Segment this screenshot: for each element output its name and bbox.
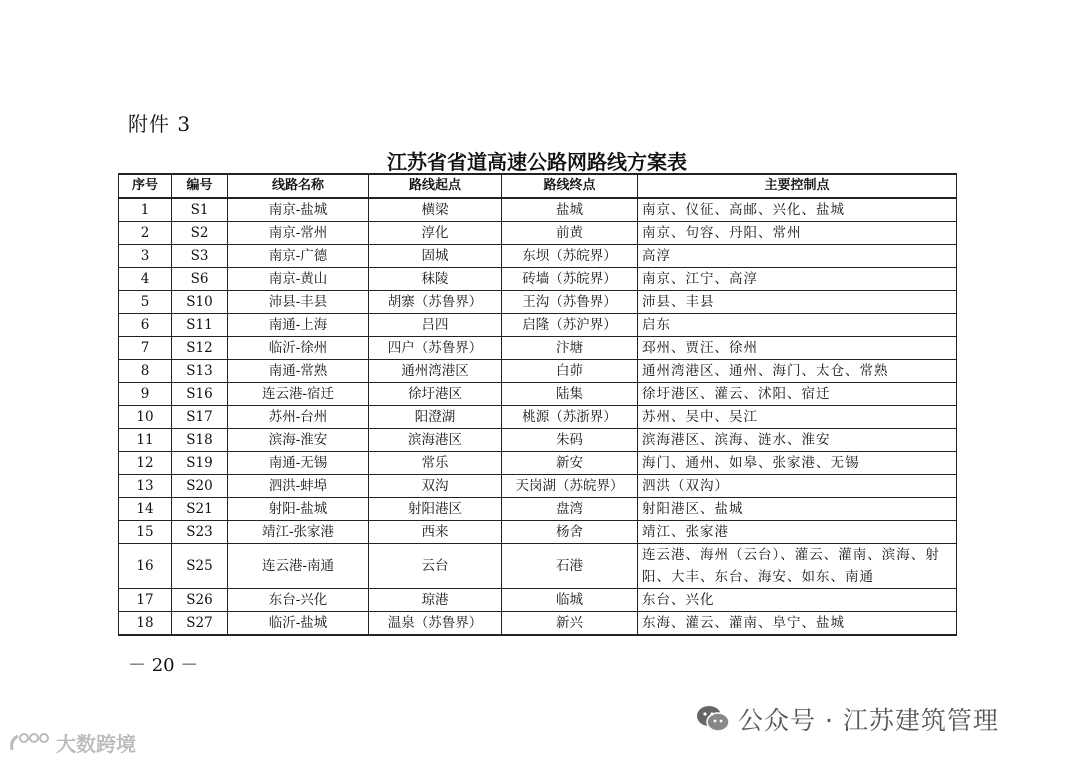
route-start-cell: 四户（苏鲁界）: [369, 337, 502, 360]
route-name-cell: 南通-常熟: [228, 360, 369, 383]
route-table: [118, 173, 957, 636]
route-name-cell: 临沂-盐城: [228, 612, 369, 636]
row-index-cell: 1: [119, 198, 172, 222]
table-row: [119, 498, 957, 521]
column-header: 主要控制点: [638, 174, 957, 198]
table-row: [119, 406, 957, 429]
route-name-cell: 射阳-盐城: [228, 498, 369, 521]
route-end-cell: 盐城: [502, 198, 638, 222]
route-start-cell: 琼港: [369, 589, 502, 612]
route-name-cell: 南通-上海: [228, 314, 369, 337]
row-index-cell: 8: [119, 360, 172, 383]
route-end-cell: 前黄: [502, 222, 638, 245]
route-end-cell: 启隆（苏沪界）: [502, 314, 638, 337]
column-header: 线路名称: [228, 174, 369, 198]
table-row: [119, 268, 957, 291]
control-points-cell: 靖江、张家港: [638, 521, 957, 544]
row-index-cell: 3: [119, 245, 172, 268]
row-index-cell: 7: [119, 337, 172, 360]
route-start-cell: 徐圩港区: [369, 383, 502, 406]
wechat-watermark: [696, 702, 999, 736]
route-name-cell: 滨海-淮安: [228, 429, 369, 452]
row-index-cell: 10: [119, 406, 172, 429]
route-start-cell: 常乐: [369, 452, 502, 475]
route-end-cell: 临城: [502, 589, 638, 612]
route-name-cell: 南京-常州: [228, 222, 369, 245]
route-name-cell: 东台-兴化: [228, 589, 369, 612]
route-end-cell: 汴塘: [502, 337, 638, 360]
table-row: [119, 475, 957, 498]
table-row: [119, 521, 957, 544]
row-index-cell: 18: [119, 612, 172, 636]
table-header-row: [119, 174, 957, 198]
route-end-cell: 桃源（苏浙界）: [502, 406, 638, 429]
row-index-cell: 11: [119, 429, 172, 452]
route-name-cell: 南京-广德: [228, 245, 369, 268]
route-start-cell: 温泉（苏鲁界）: [369, 612, 502, 636]
row-index-cell: 4: [119, 268, 172, 291]
route-end-cell: 东坝（苏皖界）: [502, 245, 638, 268]
brand-logo-icon: [8, 730, 52, 754]
route-start-cell: 阳澄湖: [369, 406, 502, 429]
table-row: [119, 291, 957, 314]
route-code-cell: S13: [172, 360, 228, 383]
route-start-cell: 双沟: [369, 475, 502, 498]
route-end-cell: 石港: [502, 544, 638, 589]
control-points-cell: 南京、江宁、高淳: [638, 268, 957, 291]
wechat-icon: [696, 704, 730, 734]
column-header: 路线起点: [369, 174, 502, 198]
row-index-cell: 12: [119, 452, 172, 475]
route-code-cell: S10: [172, 291, 228, 314]
route-end-cell: 朱码: [502, 429, 638, 452]
table-row: [119, 544, 957, 589]
table-row: [119, 429, 957, 452]
row-index-cell: 6: [119, 314, 172, 337]
route-name-cell: 南通-无锡: [228, 452, 369, 475]
route-name-cell: 泗洪-蚌埠: [228, 475, 369, 498]
route-end-cell: 白茆: [502, 360, 638, 383]
row-index-cell: 14: [119, 498, 172, 521]
row-index-cell: 9: [119, 383, 172, 406]
table-row: [119, 337, 957, 360]
table-row: [119, 222, 957, 245]
route-code-cell: S12: [172, 337, 228, 360]
table-row: [119, 245, 957, 268]
control-points-cell: 泗洪（双沟）: [638, 475, 957, 498]
route-start-cell: 滨海港区: [369, 429, 502, 452]
column-header: 编号: [172, 174, 228, 198]
control-points-cell: 滨海港区、滨海、涟水、淮安: [638, 429, 957, 452]
control-points-cell: 连云港、海州（云台）、灌云、灌南、滨海、射阳、大丰、东台、海安、如东、南通: [638, 544, 957, 589]
control-points-cell: 苏州、吴中、吴江: [638, 406, 957, 429]
route-end-cell: 新安: [502, 452, 638, 475]
table-row: [119, 383, 957, 406]
route-start-cell: 通州湾港区: [369, 360, 502, 383]
table-row: [119, 589, 957, 612]
table-row: [119, 198, 957, 222]
route-code-cell: S18: [172, 429, 228, 452]
brand-watermark: [8, 728, 136, 756]
control-points-cell: 沛县、丰县: [638, 291, 957, 314]
table-body: [119, 198, 957, 635]
page-title: 江苏省省道高速公路网路线方案表: [387, 150, 687, 174]
route-end-cell: 新兴: [502, 612, 638, 636]
route-code-cell: S27: [172, 612, 228, 636]
row-index-cell: 2: [119, 222, 172, 245]
control-points-cell: 射阳港区、盐城: [638, 498, 957, 521]
route-name-cell: 沛县-丰县: [228, 291, 369, 314]
route-end-cell: 盘湾: [502, 498, 638, 521]
route-code-cell: S17: [172, 406, 228, 429]
control-points-cell: 高淳: [638, 245, 957, 268]
route-end-cell: 砖墙（苏皖界）: [502, 268, 638, 291]
brand-watermark-text: 大数跨境: [56, 731, 136, 756]
route-end-cell: 杨舍: [502, 521, 638, 544]
control-points-cell: 东海、灌云、灌南、阜宁、盐城: [638, 612, 957, 636]
route-start-cell: 固城: [369, 245, 502, 268]
column-header: 路线终点: [502, 174, 638, 198]
control-points-cell: 徐圩港区、灌云、沭阳、宿迁: [638, 383, 957, 406]
route-start-cell: 射阳港区: [369, 498, 502, 521]
route-code-cell: S19: [172, 452, 228, 475]
row-index-cell: 17: [119, 589, 172, 612]
row-index-cell: 5: [119, 291, 172, 314]
table-row: [119, 452, 957, 475]
route-end-cell: 天岗湖（苏皖界）: [502, 475, 638, 498]
route-start-cell: 淳化: [369, 222, 502, 245]
route-start-cell: 秣陵: [369, 268, 502, 291]
route-code-cell: S1: [172, 198, 228, 222]
control-points-cell: 南京、句容、丹阳、常州: [638, 222, 957, 245]
row-index-cell: 15: [119, 521, 172, 544]
route-code-cell: S21: [172, 498, 228, 521]
table-row: [119, 360, 957, 383]
control-points-cell: 启东: [638, 314, 957, 337]
control-points-cell: 海门、通州、如皋、张家港、无锡: [638, 452, 957, 475]
route-code-cell: S16: [172, 383, 228, 406]
table-row: [119, 314, 957, 337]
route-name-cell: 苏州-台州: [228, 406, 369, 429]
control-points-cell: 邳州、贾汪、徐州: [638, 337, 957, 360]
attachment-label: 附件 3: [128, 112, 192, 136]
route-name-cell: 连云港-南通: [228, 544, 369, 589]
control-points-cell: 南京、仪征、高邮、兴化、盐城: [638, 198, 957, 222]
control-points-cell: 通州湾港区、通州、海门、太仓、常熟: [638, 360, 957, 383]
route-code-cell: S11: [172, 314, 228, 337]
route-name-cell: 南京-盐城: [228, 198, 369, 222]
row-index-cell: 16: [119, 544, 172, 589]
route-end-cell: 陆集: [502, 383, 638, 406]
column-header: 序号: [119, 174, 172, 198]
route-start-cell: 云台: [369, 544, 502, 589]
route-name-cell: 连云港-宿迁: [228, 383, 369, 406]
route-name-cell: 南京-黄山: [228, 268, 369, 291]
row-index-cell: 13: [119, 475, 172, 498]
route-start-cell: 西来: [369, 521, 502, 544]
route-name-cell: 临沂-徐州: [228, 337, 369, 360]
route-start-cell: 吕四: [369, 314, 502, 337]
route-code-cell: S23: [172, 521, 228, 544]
route-name-cell: 靖江-张家港: [228, 521, 369, 544]
page-number: － 20 －: [128, 655, 199, 676]
route-code-cell: S3: [172, 245, 228, 268]
route-code-cell: S2: [172, 222, 228, 245]
route-code-cell: S20: [172, 475, 228, 498]
route-start-cell: 胡寨（苏鲁界）: [369, 291, 502, 314]
route-code-cell: S25: [172, 544, 228, 589]
wechat-watermark-text: 公众号 · 江苏建筑管理: [738, 706, 999, 735]
route-code-cell: S6: [172, 268, 228, 291]
route-code-cell: S26: [172, 589, 228, 612]
route-start-cell: 横梁: [369, 198, 502, 222]
route-end-cell: 王沟（苏鲁界）: [502, 291, 638, 314]
control-points-cell: 东台、兴化: [638, 589, 957, 612]
table-row: [119, 612, 957, 636]
